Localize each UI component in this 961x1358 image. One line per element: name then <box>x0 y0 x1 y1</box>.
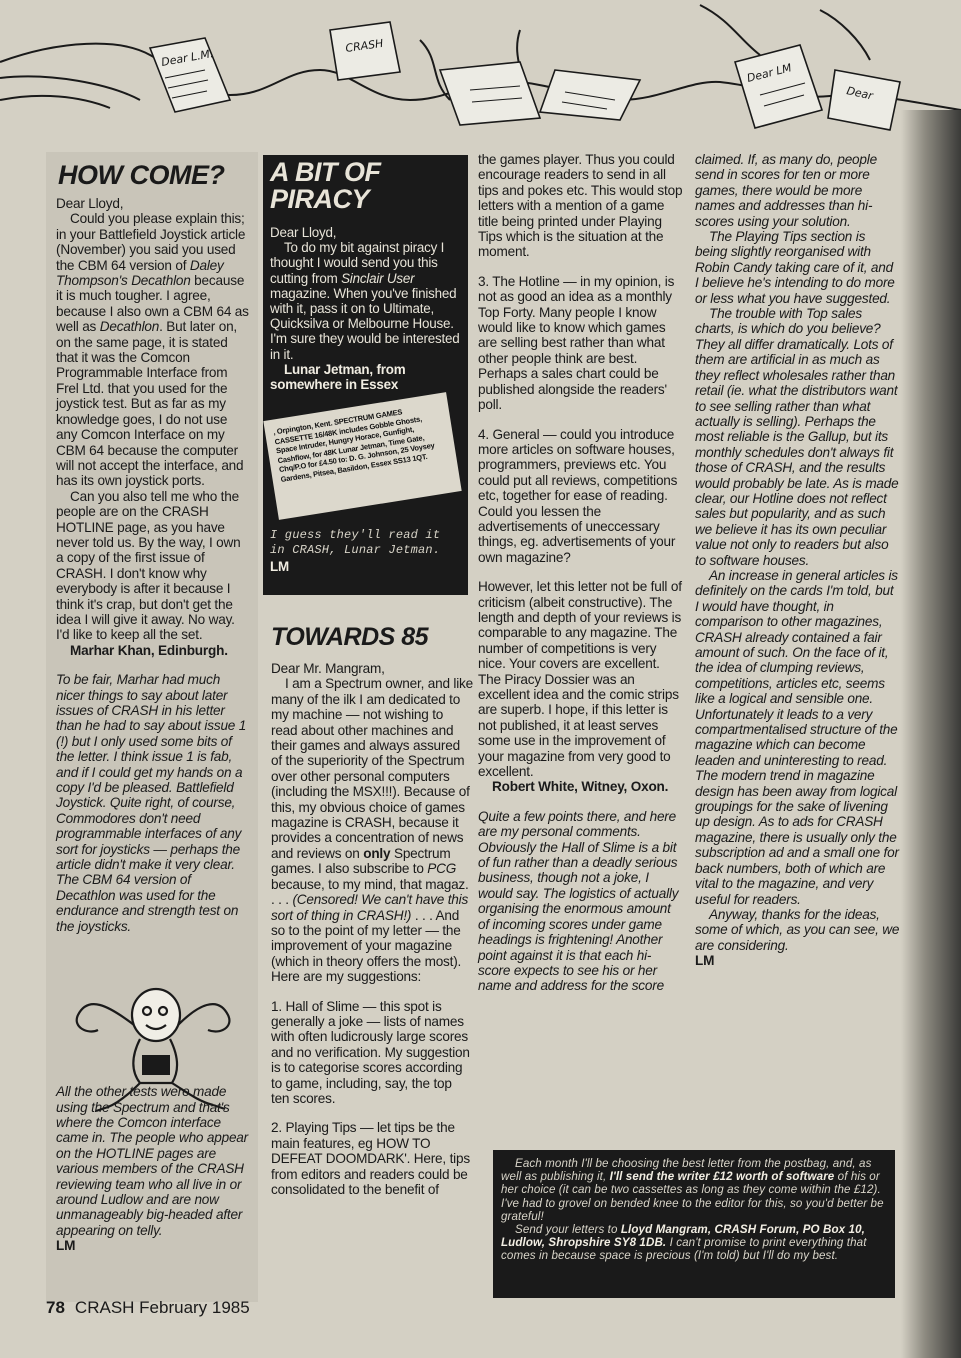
classified-ad-clipping: , Orpington, Kent. SPECTRUM GAMES CASSETTE 16/48K includes Gobble Ghosts, Space Intruder, Hungry Horace, Gunfight, Cashflow, for 48K Lunar Jetman, Time Gate, Chq/P.O for £4.50 to: D. G. Johnson, 25 Voysey Gardens, Pitsea, Basildon, Essex SS13 1QT. <box>263 392 461 520</box>
page-number: 78 <box>46 1298 65 1317</box>
letter-title-towards-85: TOWARDS 85 <box>271 623 429 651</box>
joystick-strongman-cartoon <box>48 975 258 1115</box>
editor-reply: All the other tests were made using the Spectrum and that's where the Comcon interface came in. The people who appear on the HOTLINE pages are various members of the CRASH reviewing team who all live in or around Ludlow and are now unmanageably big-headed after appearing on telly. <box>56 1084 248 1238</box>
editor-reply: Anyway, thanks for the ideas, some of which, as you can see, we are considering. <box>695 906 900 953</box>
issue-label: CRASH February 1985 <box>74 1298 250 1317</box>
editor-reply-continued <box>695 152 900 969</box>
letter-paragraph: Could you please explain this; in your Battlefield Joystick article (November) you said you used the CBM 64 version of Daley Thompson's Decathlon because it is much tougher. I agree, because I also own a CBM 64 as well as Decathlon. But later on, on the same page, it is stated that it was the Comcon Programmable Interface from Frel Ltd. that you used for the joystick test. But as far as my knowledge goes, I do not use any Comcon Interface on my CBM 64 because the computer will not accept the interface, and has its own joystick ports. <box>56 211 249 489</box>
page-footer <box>46 1298 250 1318</box>
letter-signature: Robert White, Witney, Oxon. <box>492 779 669 795</box>
suggestion-general: 4. General — could you introduce more articles on software houses, programmers, previews etc. You could put all reviews, competitions etc, together for ease of reading. Could you lessen the advertisements of uneccessary things, eg. advertisements of your own magazine? <box>478 426 678 565</box>
letter-signature: Lunar Jetman, from somewhere in Essex <box>270 361 406 393</box>
letter-how-come <box>46 152 258 1302</box>
suggestion-hall-of-slime: 1. Hall of Slime — this spot is generally a joke — lists of names with often ludicrously large scores and no verification. My suggestion is to categorise scores according to game, including, say, the top ten scores. <box>271 998 470 1106</box>
editor-reply: An increase in general articles is definitely on the cards I'm told, but I would have thought, in comparison to other magazines, CRASH already contained a fair amount of such. On the face of it, the idea of clumping reviews, competitions, articles etc, seems like a logical and sensible one. Unfortunately it leads to a very compartmentalised structure of the magazine which can become leaden and uninteresting to read. The modern trend in magazine design has been away from logical groupings for the sake of livening up design. As to ads for CRASH magazine, there is usually only the subscription ad and a small one for back numbers, both of which are vital to the magazine, and very useful for readers. <box>695 567 899 907</box>
letter-greeting: Dear Lloyd, <box>270 225 337 240</box>
page-edge-shadow <box>901 110 961 1358</box>
letter-paragraph: However, let this letter not be full of criticism (albeit constructive). The length and depth of your reviews is comparable to any magazine. The number of competitions is very nice. Your covers are excellent. The Piracy Dossier was an excellent idea and the comic strips are superb. I hope, if this letter is not published, it at least serves some use in the improvement of your magazine from very good to excellent. <box>478 579 682 780</box>
editor-signature: LM <box>56 1238 76 1254</box>
note-dear: Dear <box>845 84 875 103</box>
letter-paragraph: Can you also tell me who the people are on the CRASH HOTLINE page, as you have never told us. By the way, I own a copy of the first issue of CRASH. I don't know why everybody is after it because I think it's crap, but don't get the idea I will give it away. No way. I'd like to keep all the set. <box>56 488 241 643</box>
editor-signature: LM <box>270 558 289 574</box>
letter-a-bit-of-piracy <box>263 155 468 595</box>
address-text: Send your letters to Lloyd Mangram, CRASH Forum, PO Box 10, Ludlow, Shropshire SY8 1DB. I can't promise to print everything that comes in because space is precious (I'm told) but I'll do my best. <box>501 1223 867 1263</box>
letter-paragraph: the games player. Thus you could encourage readers to send in all tips and pokes etc. This would stop letters with a mention of a game title being printed under Playing Tips which is the situation at the moment. <box>478 152 683 260</box>
editor-reply: I guess they'll read it in CRASH, Lunar Jetman. <box>270 528 441 558</box>
editor-reply: claimed. If, as many do, people send in scores for ten or more games, there would be more names and addresses than hi-scores using your solution. <box>695 152 877 229</box>
letter-towards-85-part2 <box>478 152 683 994</box>
letter-paragraph: I am a Spectrum owner, and like many of the ilk I am dedicated to my machine — not wishing to read about other machines and their games and always assured of the superiority of the Spectrum over other personal computers (including the MSX!!!). Because of this, my obvious choice of games magazine is CRASH, because it provides a concentration of news and reviews on only Spectrum games. I also subscribe to PCG because, to my mind, that magaz. . . . (Censored! We can't have this sort of thing in CRASH!) . . . And so to the point of my letter — the improvement of your magazine (which in theory offers the most). Here are my suggestions: <box>271 676 473 985</box>
letter-greeting: Dear Mr. Mangram, <box>271 661 385 676</box>
letter-title: A BIT OF PIRACY <box>270 157 381 214</box>
editor-reply: Quite a few points there, and here are my personal comments. Obviously the Hall of Slime is a bit of fun rather than a deadly serious business, though not a joke, I would say. The logistics of actually organising the enormous amount of incoming scores under game headings is frightening! Another point against it is that each hi-score expects to see his or her name and address for the score <box>478 808 679 994</box>
letter-towards-85-part1 <box>271 661 473 1197</box>
suggestion-hotline: 3. The Hotline — in my opinion, is not as good an idea as a monthly Top Forty. Many people I know would like to know which games are selling best rather than what other people think are best. Perhaps a sales chart could be published alongside the readers' poll. <box>478 273 675 413</box>
letter-prize-box <box>493 1150 895 1298</box>
letter-paragraph: To do my bit against piracy I thought I would send you this cutting from Sinclair User magazine. When you've finished with it, pass it on to Ultimate, Quicksilva or Melbourne House. I'm sure they would be interested in it. <box>270 240 460 362</box>
note-crash: CRASH <box>344 36 385 55</box>
letter-title: HOW COME? <box>58 160 225 190</box>
flying-letters-illustration <box>0 0 961 150</box>
note-dear-lm-2: Dear LM <box>745 61 793 85</box>
note-dear-lm: Dear L.M. <box>160 47 215 69</box>
editor-reply: The Playing Tips section is being slightly reorganised with Robin Candy taking care of it, and I believe he's intending to do more or less what you have suggested. <box>695 229 895 306</box>
letter-signature: Marhar Khan, Edinburgh. <box>70 642 228 658</box>
letter-greeting: Dear Lloyd, <box>56 196 124 211</box>
suggestion-playing-tips: 2. Playing Tips — let tips be the main features, eg HOW TO DEFEAT DOOMDARK'. Here, tips from editors and readers could be consolidated to the benefit of <box>271 1120 470 1197</box>
editor-reply: To be fair, Marhar had much nicer things to say about later issues of CRASH in his letter than he had to say about issue 1 (!) but I only used some bits of the letter. I think issue 1 is fab, and if I could get my hands on a copy I'd be pleased. Battlefield Joystick. Quite right, of course, Commodores don't need programmable interfaces of any sort for joysticks — perhaps the article didn't make it very clear. The CBM 64 version of Decathlon was used for the endurance and strength test on the joysticks. <box>56 672 247 934</box>
editor-signature: LM <box>695 953 715 969</box>
prize-text: Each month I'll be choosing the best letter from the postbag, and, as well as publishing it, I'll send the writer £12 worth of software of his or her choice (it can be two cassettes as long as they come within the £12). I've had to grovel on bended knee to the editor for this, so you'd better be grateful! <box>501 1157 884 1223</box>
editor-reply: The trouble with Top sales charts, is which do you believe? They all differ dramatically. Lots of them are artificial in as much as they reflect wholesales rather than retail (ie. what the distributors want to see selling rather than what actually is selling). Perhaps the most reliable is the Gallup, but its monthly schedules don't always fit those of CRASH, and the results would probably be late. As is made clear, our Hotline does not reflect sales but popularity, and as such we believe it has its own peculiar value not only to readers but also to software houses. <box>695 306 899 568</box>
